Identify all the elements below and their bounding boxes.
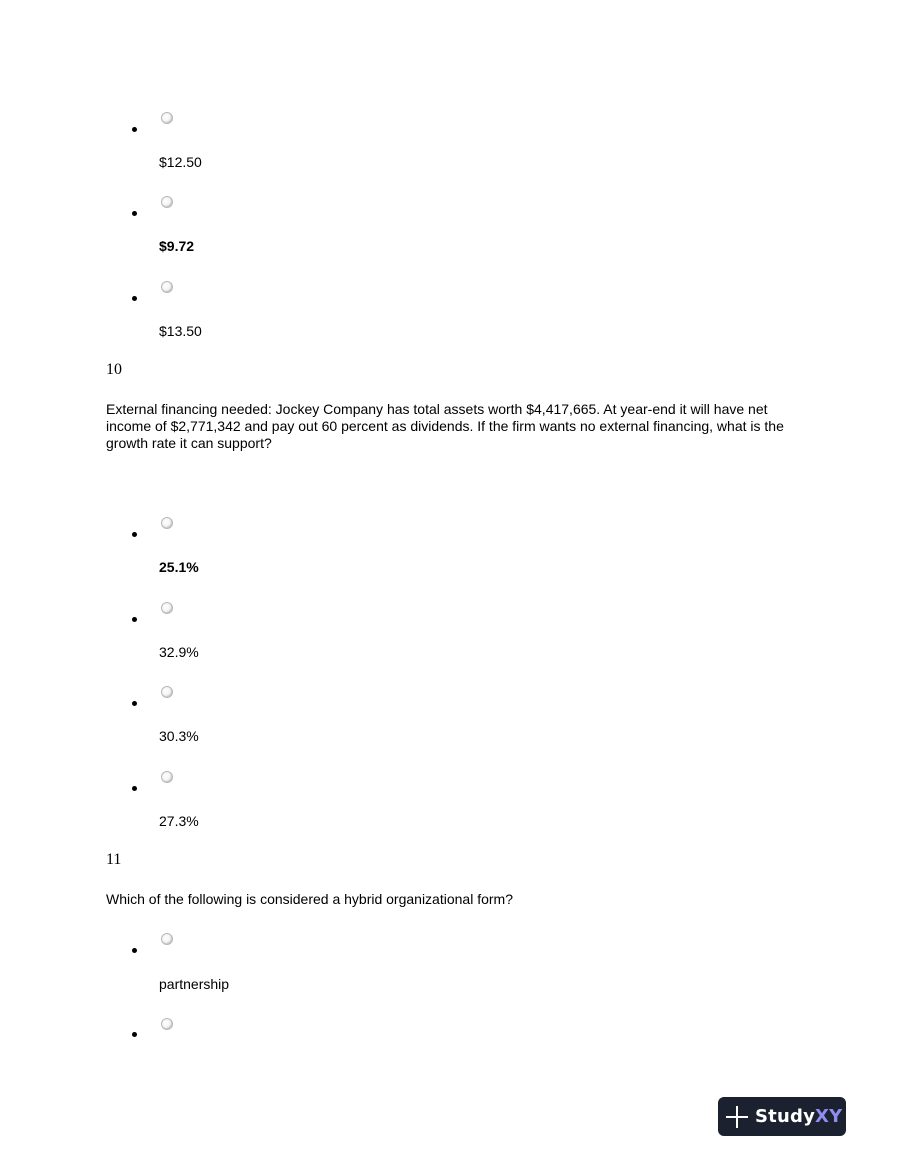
list-bullet: [132, 617, 137, 622]
logo-wordmark: StudyXY: [755, 1106, 843, 1127]
question-number: 11: [106, 851, 122, 868]
list-bullet: [132, 127, 137, 132]
radio-button-13-50[interactable]: [161, 281, 173, 293]
question-number: 10: [106, 361, 122, 378]
studyxy-logo: [718, 1097, 846, 1136]
list-bullet: [132, 786, 137, 791]
radio-button-12-50[interactable]: [161, 112, 173, 124]
option-label: 27.3%: [159, 813, 199, 829]
question-text: Which of the following is considered a hybrid organizational form?: [106, 891, 513, 907]
radio-button-27-3[interactable]: [161, 771, 173, 783]
option-label: partnership: [159, 976, 230, 992]
radio-button-9-72[interactable]: [161, 196, 173, 208]
radio-button-30-3[interactable]: [161, 686, 173, 698]
list-bullet: [132, 1032, 137, 1037]
option-label: 30.3%: [159, 728, 199, 744]
option-label: $12.50: [159, 154, 202, 170]
radio-button-25-1[interactable]: [161, 517, 173, 529]
option-label: 32.9%: [159, 644, 199, 660]
radio-button[interactable]: [161, 1018, 173, 1030]
list-bullet: [132, 211, 137, 216]
list-bullet: [132, 701, 137, 706]
radio-button-32-9[interactable]: [161, 602, 173, 614]
question-text: External financing needed: Jockey Company has total assets worth $4,417,665. At year-end it will have net income of $2,771,342 and pay out 60 percent as dividends. If the firm wants no external financing, what is the growth rate it can support?: [106, 401, 784, 451]
option-label-correct: $9.72: [159, 238, 195, 254]
option-label-correct: 25.1%: [159, 559, 199, 575]
list-bullet: [132, 532, 137, 537]
radio-button-partnership[interactable]: [161, 933, 173, 945]
list-bullet: [132, 948, 137, 953]
option-label: $13.50: [159, 323, 202, 339]
plus-icon: [726, 1106, 748, 1128]
list-bullet: [132, 296, 137, 301]
